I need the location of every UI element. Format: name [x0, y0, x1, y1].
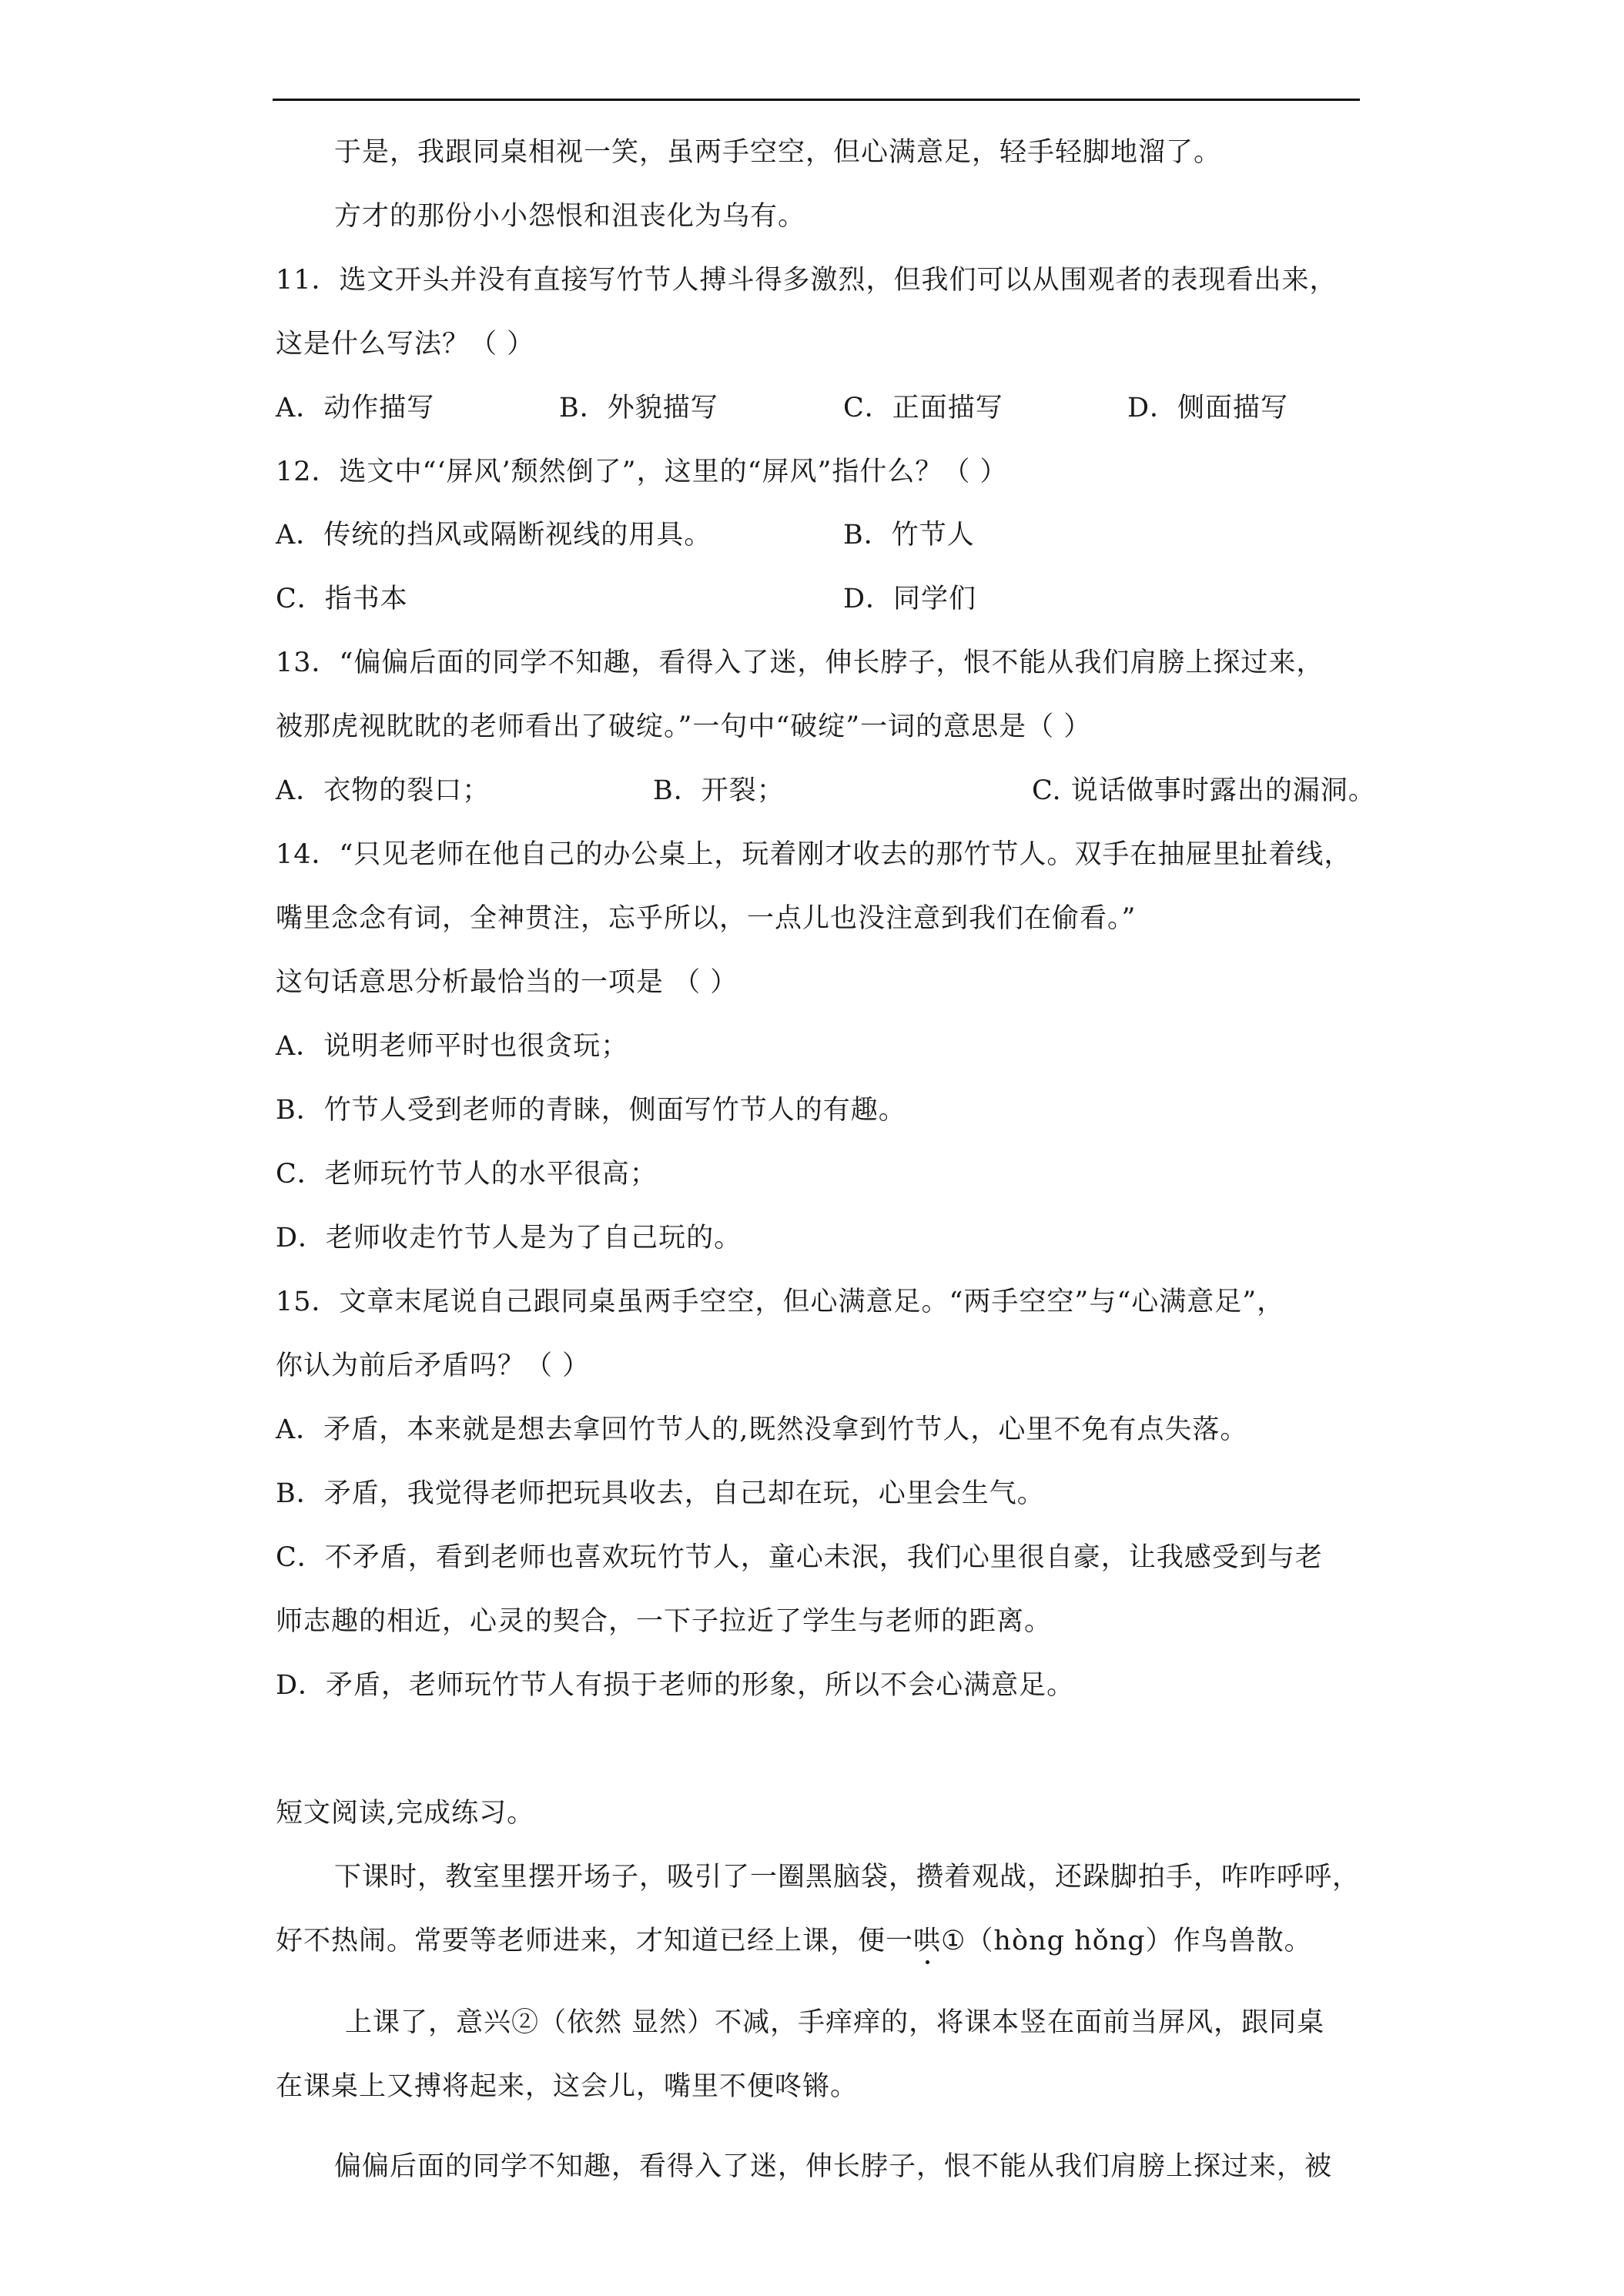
q14-option-a: A．说明老师平时也很贪玩； — [276, 1031, 629, 1062]
q14-option-b: B．竹节人受到老师的青睐，侧面写竹节人的有趣。 — [276, 1095, 906, 1126]
q15-option-b: B．矛盾，我觉得老师把玩具收去，自己却在玩，心里会生气。 — [276, 1478, 1045, 1509]
q15-option-c-line-2: 师志趣的相近，心灵的契合，一下子拉近了学生与老师的距离。 — [276, 1606, 1053, 1637]
passage-p2-line-1: 上课了，意兴②（依然 显然）不减，手痒痒的，将课本竖在面前当屏风，跟同桌 — [345, 2007, 1325, 2038]
q15-stem-2: 你认为前后矛盾吗？（ ） — [276, 1350, 591, 1381]
q13-option-a: A．衣物的裂口； — [276, 775, 491, 806]
q14-stem-1: 14．“只见老师在他自己的办公桌上，玩着刚才收去的那竹节人。双手在抽屉里扯着线， — [276, 839, 1352, 870]
q15-option-a: A．矛盾，本来就是想去拿回竹节人的,既然没拿到竹节人，心里不免有点失落。 — [276, 1414, 1248, 1445]
q11-option-a: A．动作描写 — [276, 393, 435, 423]
passage-p1-line-1: 下课时，教室里摆开场子，吸引了一圈黑脑袋，攒着观战，还跺脚拍手，咋咋呼呼， — [334, 1862, 1361, 1893]
q13-option-b: B．开裂； — [653, 775, 785, 806]
q11-option-d: D．侧面描写 — [1127, 393, 1289, 423]
passage-p1-line-2 — [276, 1924, 1312, 1958]
q12-option-d: D．同学们 — [843, 584, 977, 614]
q15-option-d: D．矛盾，老师玩竹节人有损于老师的形象，所以不会心满意足。 — [276, 1670, 1075, 1701]
q11-option-c: C．正面描写 — [843, 393, 1003, 423]
q14-option-c: C．老师玩竹节人的水平很高； — [276, 1159, 658, 1190]
q14-stem-2: 嘴里念念有词，全神贯注，忘乎所以，一点儿也没注意到我们在偷看。” — [276, 903, 1137, 934]
q13-stem-1: 13．“偏偏后面的同学不知趣，看得入了迷，伸长脖子，恨不能从我们肩膀上探过来， — [276, 648, 1324, 678]
q11-option-b: B．外貌描写 — [559, 393, 718, 423]
dotted-character: 哄 — [913, 1926, 942, 1956]
q13-stem-2: 被那虎视眈眈的老师看出了破绽。”一句中“破绽”一词的意思是（ ） — [276, 711, 1092, 742]
q12-option-c: C．指书本 — [276, 584, 408, 614]
q13-option-c: C. 说话做事时露出的漏洞。 — [1032, 775, 1376, 806]
passage-p3-line-1: 偏偏后面的同学不知趣，看得入了迷，伸长脖子，恨不能从我们肩膀上探过来，被 — [334, 2151, 1333, 2182]
q12-option-b: B．竹节人 — [843, 520, 975, 551]
passage-p2-line-2: 在课桌上又搏将起来，这会儿，嘴里不便咚锵。 — [276, 2071, 859, 2102]
q11-stem-2: 这是什么写法？（ ） — [276, 329, 535, 360]
q15-option-c-line-1: C．不矛盾，看到老师也喜欢玩竹节人，童心未泯，我们心里很自豪，让我感受到与老 — [276, 1542, 1323, 1573]
q12-stem: 12．选文中“‘屏风’颓然倒了”，这里的“屏风”指什么？（ ） — [276, 457, 1008, 487]
passage-p1-line-2-text: 好不热闹。常要等老师进来，才知道已经上课，便一 — [276, 1926, 914, 1956]
q12-option-a: A．传统的挡风或隔断视线的用具。 — [276, 520, 712, 551]
intro-line-2: 方才的那份小小怨恨和沮丧化为乌有。 — [334, 201, 806, 232]
intro-line-1: 于是，我跟同桌相视一笑，虽两手空空，但心满意足，轻手轻脚地溜了。 — [334, 137, 1222, 168]
q14-option-d: D．老师收走竹节人是为了自己玩的。 — [276, 1223, 742, 1253]
q14-stem-3: 这句话意思分析最恰当的一项是 （ ） — [276, 967, 738, 998]
passage-p1-line-2-tail: ①（hòng hǒng）作鸟兽散。 — [941, 1926, 1312, 1956]
section-title: 短文阅读,完成练习。 — [276, 1798, 535, 1829]
header-rule — [273, 99, 1360, 101]
q15-stem-1: 15．文章末尾说自己跟同桌虽两手空空，但心满意足。“两手空空”与“心满意足”， — [276, 1287, 1285, 1317]
q11-stem-1: 11．选文开头并没有直接写竹节人搏斗得多激烈，但我们可以从围观者的表现看出来， — [276, 265, 1338, 296]
